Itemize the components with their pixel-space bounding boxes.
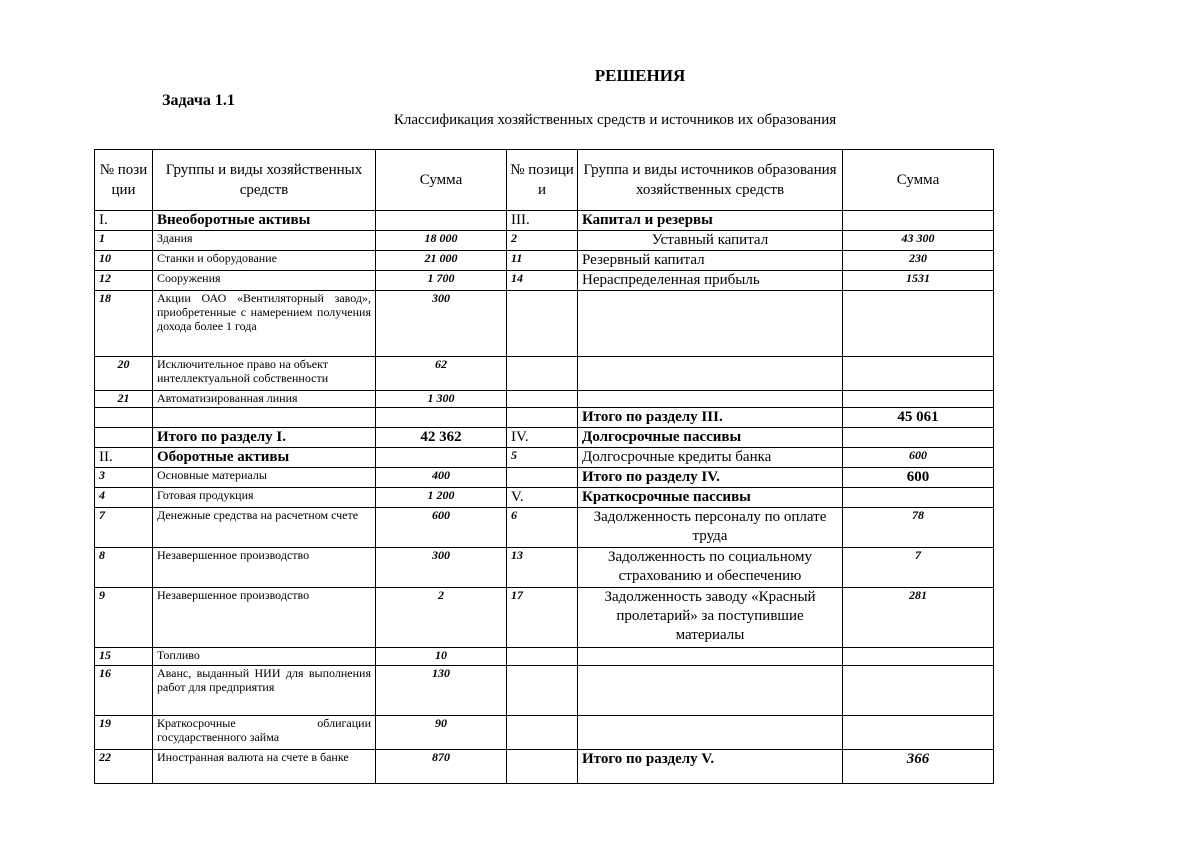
cell-group-right: Резервный капитал bbox=[578, 251, 843, 271]
cell-group-left: Незавершенное производство bbox=[153, 548, 376, 588]
cell-sum-right: 43 300 bbox=[843, 231, 994, 251]
cell-group-left: Акции ОАО «Вентиляторный завод», приобретенные с намерением получения дохода более 1 года bbox=[153, 291, 376, 357]
cell-sum-left: 870 bbox=[376, 750, 507, 784]
cell-group-left: Здания bbox=[153, 231, 376, 251]
cell-group-right: Нераспределенная прибыль bbox=[578, 271, 843, 291]
table-row bbox=[95, 211, 994, 231]
cell-pos-right bbox=[507, 391, 578, 408]
cell-group-right: Уставный капитал bbox=[578, 231, 843, 251]
cell-group-left: Автоматизированная линия bbox=[153, 391, 376, 408]
header-groups-right: Группа и виды источников образования хозяйственных средств bbox=[578, 150, 843, 211]
cell-pos-left: 3 bbox=[95, 468, 153, 488]
cell-group-right: Задолженность персоналу по оплате труда bbox=[578, 508, 843, 548]
cell-sum-right: 7 bbox=[843, 548, 994, 588]
cell-pos-left: I. bbox=[95, 211, 153, 231]
cell-group-left: Станки и оборудование bbox=[153, 251, 376, 271]
cell-pos-left: 9 bbox=[95, 588, 153, 648]
cell-group-left: Сооружения bbox=[153, 271, 376, 291]
header-position-left: № пози ции bbox=[95, 150, 153, 211]
cell-group-right: Долгосрочные кредиты банка bbox=[578, 448, 843, 468]
cell-group-left: Исключительное право на объект интеллектуальной собственности bbox=[153, 357, 376, 391]
cell-sum-right: 600 bbox=[843, 468, 994, 488]
cell-sum-right bbox=[843, 666, 994, 716]
cell-sum-right: 45 061 bbox=[843, 408, 994, 428]
header-position-right: № позици и bbox=[507, 150, 578, 211]
table-row bbox=[95, 428, 994, 448]
page-title: РЕШЕНИЯ bbox=[594, 66, 686, 85]
cell-group-left: Аванс, выданный НИИ для выполнения работ для предприятия bbox=[153, 666, 376, 716]
cell-pos-left: 12 bbox=[95, 271, 153, 291]
cell-pos-left: 20 bbox=[95, 357, 153, 391]
cell-group-left: Денежные средства на расчетном счете bbox=[153, 508, 376, 548]
table-row bbox=[95, 391, 994, 408]
table-row bbox=[95, 508, 994, 548]
cell-sum-left: 42 362 bbox=[376, 428, 507, 448]
cell-sum-left: 1 200 bbox=[376, 488, 507, 508]
table-row bbox=[95, 231, 994, 251]
cell-sum-left: 18 000 bbox=[376, 231, 507, 251]
cell-pos-left: 4 bbox=[95, 488, 153, 508]
cell-sum-right: 600 bbox=[843, 448, 994, 468]
cell-sum-left bbox=[376, 211, 507, 231]
table-row bbox=[95, 357, 994, 391]
cell-group-right bbox=[578, 666, 843, 716]
cell-sum-left: 1 300 bbox=[376, 391, 507, 408]
cell-pos-left: 21 bbox=[95, 391, 153, 408]
cell-pos-right bbox=[507, 716, 578, 750]
cell-pos-left: 10 bbox=[95, 251, 153, 271]
cell-pos-right bbox=[507, 666, 578, 716]
cell-group-left: Готовая продукция bbox=[153, 488, 376, 508]
cell-pos-right: 17 bbox=[507, 588, 578, 648]
cell-sum-right: 78 bbox=[843, 508, 994, 548]
cell-group-right: Итого по разделу V. bbox=[578, 750, 843, 784]
table-row bbox=[95, 666, 994, 716]
cell-sum-right bbox=[843, 648, 994, 666]
header-sum-right: Сумма bbox=[843, 150, 994, 211]
table-row bbox=[95, 291, 994, 357]
cell-sum-left: 21 000 bbox=[376, 251, 507, 271]
cell-sum-right: 366 bbox=[843, 750, 994, 784]
cell-pos-right: 5 bbox=[507, 448, 578, 468]
cell-sum-left: 62 bbox=[376, 357, 507, 391]
cell-sum-left: 130 bbox=[376, 666, 507, 716]
table-header-row bbox=[95, 150, 994, 211]
table-caption: Классификация хозяйственных средств и источников их образования bbox=[393, 112, 837, 128]
cell-pos-left: 8 bbox=[95, 548, 153, 588]
table-row bbox=[95, 271, 994, 291]
cell-sum-left: 90 bbox=[376, 716, 507, 750]
cell-pos-right: V. bbox=[507, 488, 578, 508]
cell-pos-left: 15 bbox=[95, 648, 153, 666]
cell-group-right: Задолженность по социальному страхованию и обеспечению bbox=[578, 548, 843, 588]
cell-pos-right bbox=[507, 648, 578, 666]
cell-pos-left: 19 bbox=[95, 716, 153, 750]
cell-group-left: Незавершенное производство bbox=[153, 588, 376, 648]
cell-group-right: Итого по разделу IV. bbox=[578, 468, 843, 488]
cell-group-left: Итого по разделу I. bbox=[153, 428, 376, 448]
cell-sum-left: 10 bbox=[376, 648, 507, 666]
cell-group-right: Краткосрочные пассивы bbox=[578, 488, 843, 508]
cell-pos-right: 6 bbox=[507, 508, 578, 548]
classification-table bbox=[94, 149, 994, 784]
cell-sum-right bbox=[843, 716, 994, 750]
table-row bbox=[95, 716, 994, 750]
cell-group-left: Внеоборотные активы bbox=[153, 211, 376, 231]
cell-group-left bbox=[153, 408, 376, 428]
table-row bbox=[95, 468, 994, 488]
cell-pos-left: 1 bbox=[95, 231, 153, 251]
cell-group-right bbox=[578, 391, 843, 408]
cell-sum-right: 281 bbox=[843, 588, 994, 648]
cell-pos-left bbox=[95, 408, 153, 428]
cell-pos-left: 7 bbox=[95, 508, 153, 548]
cell-pos-right: IV. bbox=[507, 428, 578, 448]
cell-group-right: Долгосрочные пассивы bbox=[578, 428, 843, 448]
cell-group-left: Оборотные активы bbox=[153, 448, 376, 468]
table-row bbox=[95, 448, 994, 468]
cell-sum-right bbox=[843, 211, 994, 231]
header-groups-left: Группы и виды хозяйственных средств bbox=[153, 150, 376, 211]
table-row bbox=[95, 251, 994, 271]
cell-pos-left: 22 bbox=[95, 750, 153, 784]
cell-pos-right: 14 bbox=[507, 271, 578, 291]
table-row bbox=[95, 648, 994, 666]
cell-sum-left: 400 bbox=[376, 468, 507, 488]
cell-sum-left: 300 bbox=[376, 548, 507, 588]
cell-group-right: Итого по разделу III. bbox=[578, 408, 843, 428]
cell-pos-right bbox=[507, 357, 578, 391]
cell-sum-right bbox=[843, 488, 994, 508]
cell-sum-right: 1531 bbox=[843, 271, 994, 291]
table-row bbox=[95, 488, 994, 508]
cell-sum-right bbox=[843, 391, 994, 408]
cell-sum-right bbox=[843, 291, 994, 357]
cell-sum-right: 230 bbox=[843, 251, 994, 271]
cell-pos-right bbox=[507, 408, 578, 428]
cell-group-left: Основные материалы bbox=[153, 468, 376, 488]
cell-pos-right: III. bbox=[507, 211, 578, 231]
cell-group-right bbox=[578, 648, 843, 666]
cell-group-right bbox=[578, 716, 843, 750]
table-row bbox=[95, 750, 994, 784]
task-heading: Задача 1.1 bbox=[162, 92, 235, 109]
cell-pos-right: 13 bbox=[507, 548, 578, 588]
cell-group-left: Иностранная валюта на счете в банке bbox=[153, 750, 376, 784]
cell-sum-left bbox=[376, 448, 507, 468]
cell-group-right: Задолженность заводу «Красный пролетарий» за поступившие материалы bbox=[578, 588, 843, 648]
cell-pos-left bbox=[95, 428, 153, 448]
cell-sum-left: 2 bbox=[376, 588, 507, 648]
cell-sum-right bbox=[843, 428, 994, 448]
cell-group-right bbox=[578, 357, 843, 391]
cell-sum-right bbox=[843, 357, 994, 391]
table-row bbox=[95, 408, 994, 428]
cell-pos-left: II. bbox=[95, 448, 153, 468]
cell-sum-left bbox=[376, 408, 507, 428]
cell-pos-right bbox=[507, 750, 578, 784]
table-row bbox=[95, 548, 994, 588]
cell-sum-left: 600 bbox=[376, 508, 507, 548]
table-row bbox=[95, 588, 994, 648]
cell-pos-left: 18 bbox=[95, 291, 153, 357]
cell-pos-right bbox=[507, 291, 578, 357]
cell-group-left: Топливо bbox=[153, 648, 376, 666]
cell-sum-left: 1 700 bbox=[376, 271, 507, 291]
cell-group-right: Капитал и резервы bbox=[578, 211, 843, 231]
cell-group-right bbox=[578, 291, 843, 357]
cell-sum-left: 300 bbox=[376, 291, 507, 357]
cell-pos-left: 16 bbox=[95, 666, 153, 716]
header-sum-left: Сумма bbox=[376, 150, 507, 211]
cell-pos-right bbox=[507, 468, 578, 488]
cell-pos-right: 2 bbox=[507, 231, 578, 251]
cell-pos-right: 11 bbox=[507, 251, 578, 271]
cell-group-left: Краткосрочные облигации государственного займа bbox=[153, 716, 376, 750]
